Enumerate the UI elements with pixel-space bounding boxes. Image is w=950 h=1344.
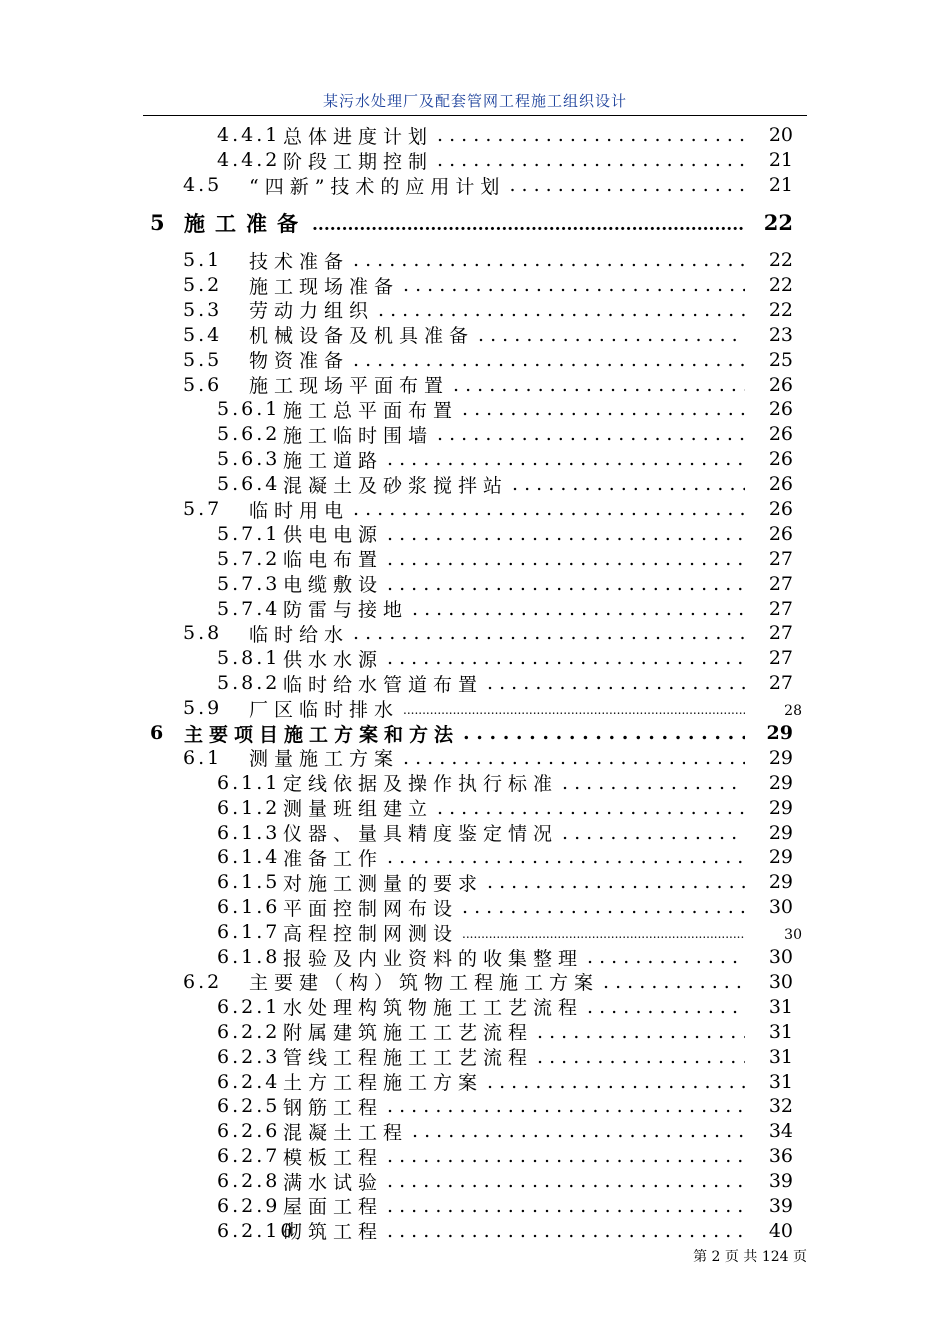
toc-entry-page: 29 [768, 821, 793, 844]
toc-dot-leader [387, 448, 745, 470]
toc-entry[interactable] [0, 248, 950, 273]
toc-entry-page: 22 [768, 298, 793, 321]
toc-dot-leader [462, 896, 745, 918]
toc-entry-title: 总体进度计划 [283, 125, 434, 148]
toc-entry-page: 22 [763, 210, 793, 236]
toc-entry[interactable] [0, 273, 950, 298]
toc-entry-title: 技术准备 [249, 250, 350, 273]
toc-entry-page: 27 [768, 647, 793, 670]
toc-entry-title: 主要项目施工方案和方法 [184, 723, 460, 746]
toc-dot-leader [487, 871, 745, 893]
toc-dot-leader [487, 672, 745, 694]
toc-entry-title: “四新”技术的应用计划 [249, 175, 506, 198]
page-header: 某污水处理厂及配套管网工程施工组织设计 [322, 92, 627, 110]
toc-entry[interactable] [0, 521, 950, 546]
toc-entry[interactable] [0, 1119, 950, 1144]
toc-entry-page: 36 [768, 1145, 793, 1168]
toc-entry-title: 施工现场平面布置 [249, 375, 450, 398]
toc-dot-leader [403, 697, 745, 719]
toc-entry-number: 6.2.4 [217, 1070, 281, 1093]
toc-entry-title: 电缆敷设 [283, 574, 384, 597]
toc-entry-title: 机械设备及机具准备 [249, 325, 475, 348]
toc-dot-leader [387, 1095, 745, 1117]
toc-entry-number: 5.7 [183, 498, 223, 521]
toc-entry[interactable] [0, 1218, 950, 1243]
toc-dot-leader [387, 1170, 745, 1192]
toc-entry-title: 施工现场准备 [249, 275, 400, 298]
toc-dot-leader [378, 299, 745, 321]
toc-entry-number: 6.2.5 [217, 1095, 281, 1118]
toc-entry-page: 27 [768, 597, 793, 620]
toc-dot-leader [387, 523, 745, 545]
toc-entry-title: 测量班组建立 [283, 798, 434, 821]
toc-entry-title: 物资准备 [249, 350, 350, 373]
toc-entry-number: 6.1.3 [217, 821, 281, 844]
toc-entry-number: 4.4.1 [217, 124, 281, 147]
toc-dot-leader [353, 498, 745, 520]
toc-dot-leader [437, 423, 745, 445]
toc-entry-title: 测量施工方案 [249, 748, 400, 771]
toc-entry-page: 26 [768, 522, 793, 545]
toc-entry[interactable] [0, 123, 950, 148]
toc-entry-number: 6.2.10 [217, 1219, 296, 1242]
toc-entry-page: 26 [768, 398, 793, 421]
toc-entry-number: 6.1.1 [217, 771, 281, 794]
toc-entry-title: 报验及内业资料的收集整理 [283, 947, 584, 970]
toc-dot-leader [387, 1145, 745, 1167]
toc-entry-page: 39 [768, 1170, 793, 1193]
toc-dot-leader [587, 996, 745, 1018]
toc-entry[interactable] [0, 1094, 950, 1119]
toc-entry-number: 5.6.2 [217, 423, 281, 446]
toc-entry[interactable] [0, 347, 950, 372]
toc-entry-number: 6.2.9 [217, 1194, 281, 1217]
toc-entry[interactable] [0, 920, 950, 945]
toc-entry[interactable] [0, 546, 950, 571]
toc-entry-title: 施工临时围墙 [283, 424, 434, 447]
toc-entry-title: 劳动力组织 [249, 300, 375, 323]
toc-entry-number: 6.1.4 [217, 846, 281, 869]
toc-entry-page: 26 [768, 498, 793, 521]
toc-entry-number: 5.7.3 [217, 572, 281, 595]
toc-dot-leader [437, 149, 745, 171]
toc-entry-title: 平面控制网布设 [283, 897, 459, 920]
toc-entry-number: 6.2.7 [217, 1145, 281, 1168]
toc-entry-number: 5.7.1 [217, 522, 281, 545]
toc-entry-number: 5.5 [183, 348, 223, 371]
toc-entry-page: 29 [768, 771, 793, 794]
toc-entry[interactable] [0, 198, 950, 248]
toc-dot-leader [509, 174, 745, 196]
toc-entry-number: 4.4.2 [217, 149, 281, 172]
toc-entry[interactable] [0, 870, 950, 895]
toc-entry-title: 高程控制网测设 [283, 922, 459, 945]
toc-dot-leader [387, 573, 745, 595]
toc-entry[interactable] [0, 1144, 950, 1169]
toc-entry-page: 29 [768, 871, 793, 894]
toc-dot-leader [412, 598, 745, 620]
toc-entry-page: 26 [768, 448, 793, 471]
toc-entry-page: 32 [768, 1095, 793, 1118]
toc-entry-number: 6.2.6 [217, 1120, 281, 1143]
toc-entry-title: 厂区临时排水 [249, 698, 400, 721]
toc-entry[interactable] [0, 596, 950, 621]
toc-entry-title: 临电布置 [283, 549, 384, 572]
toc-entry-title: 供水水源 [283, 648, 384, 671]
toc-entry-number: 6.1.5 [217, 871, 281, 894]
toc-entry-number: 6.2.2 [217, 1020, 281, 1043]
toc-entry-page: 30 [768, 970, 793, 993]
toc-entry-page: 31 [768, 1070, 793, 1093]
toc-entry[interactable] [0, 497, 950, 522]
toc-dot-leader [353, 349, 745, 371]
toc-entry-number: 5.3 [183, 298, 223, 321]
toc-entry-number: 5.6.4 [217, 473, 281, 496]
toc-entry[interactable] [0, 297, 950, 322]
toc-dot-leader [537, 1021, 745, 1043]
toc-entry-title: 临时给水管道布置 [283, 673, 484, 696]
toc-entry[interactable] [0, 671, 950, 696]
toc-entry-page: 28 [784, 702, 802, 719]
toc-entry[interactable] [0, 770, 950, 795]
toc-entry[interactable] [0, 621, 950, 646]
toc-entry[interactable] [0, 721, 950, 746]
toc-entry-title: 临时给水 [249, 623, 350, 646]
toc-entry-title: 防雷与接地 [283, 599, 409, 622]
toc-entry-title: 施工总平面布置 [283, 399, 459, 422]
toc-entry[interactable] [0, 1044, 950, 1069]
toc-entry-page: 22 [768, 274, 793, 296]
toc-entry-page: 26 [768, 373, 793, 396]
toc-entry-page: 26 [768, 473, 793, 496]
toc-dot-leader [603, 971, 745, 993]
toc-entry-page: 39 [768, 1194, 793, 1217]
toc-dot-leader [387, 548, 745, 570]
toc-dot-leader [412, 1120, 745, 1142]
toc-entry[interactable] [0, 820, 950, 845]
toc-dot-leader [463, 722, 745, 744]
toc-dot-leader [587, 946, 745, 968]
toc-entry-title: 砌筑工程 [283, 1221, 384, 1244]
toc-entry-page: 29 [768, 746, 793, 769]
toc-entry-page: 27 [768, 547, 793, 570]
toc-entry-page: 29 [766, 722, 793, 745]
toc-entry[interactable] [0, 472, 950, 497]
toc-entry[interactable] [0, 646, 950, 671]
toc-entry-page: 30 [768, 946, 793, 969]
table-of-contents [0, 123, 950, 1243]
toc-dot-leader [403, 747, 745, 769]
toc-entry-title: 屋面工程 [283, 1196, 384, 1219]
toc-dot-leader [387, 647, 745, 669]
toc-entry[interactable] [0, 895, 950, 920]
toc-entry-title: 主要建（构）筑物工程施工方案 [249, 972, 600, 995]
toc-entry-title: 管线工程施工工艺流程 [283, 1047, 534, 1070]
toc-dot-leader [353, 622, 745, 644]
toc-entry-number: 6.2.8 [217, 1170, 281, 1193]
toc-entry-number: 5.2 [183, 274, 223, 296]
toc-entry-page: 27 [768, 572, 793, 595]
toc-entry-number: 5.8.2 [217, 672, 281, 695]
toc-entry-title: 仪器、量具精度鉴定情况 [283, 823, 559, 846]
toc-entry-page: 31 [768, 1045, 793, 1068]
page-footer: 第 2 页 共 124 页 [693, 1249, 807, 1265]
toc-entry[interactable] [0, 148, 950, 173]
toc-dot-leader [387, 1195, 745, 1217]
toc-entry-page: 21 [768, 149, 793, 172]
toc-entry[interactable] [0, 696, 950, 721]
toc-entry-title: 定线依据及操作执行标准 [283, 773, 559, 796]
toc-dot-leader [462, 921, 745, 943]
toc-entry-page: 21 [768, 174, 793, 197]
toc-entry-title: 对施工测量的要求 [283, 872, 484, 895]
toc-dot-leader [562, 822, 745, 844]
toc-entry-page: 20 [768, 124, 793, 147]
toc-dot-leader [462, 398, 745, 420]
toc-entry[interactable] [0, 397, 950, 422]
toc-entry-number: 6.2.1 [217, 995, 281, 1018]
toc-entry[interactable] [0, 422, 950, 447]
toc-entry-title: 土方工程施工方案 [283, 1072, 484, 1095]
toc-entry[interactable] [0, 571, 950, 596]
toc-dot-leader [403, 274, 745, 296]
toc-entry-number: 5.9 [183, 697, 223, 720]
toc-entry[interactable] [0, 447, 950, 472]
toc-entry-title: 混凝土及砂浆搅拌站 [283, 474, 509, 497]
toc-entry-number: 5.6.1 [217, 398, 281, 421]
toc-entry-number: 6.1.2 [217, 796, 281, 819]
toc-entry-number: 5.4 [183, 323, 223, 346]
toc-dot-leader [453, 374, 745, 396]
toc-entry-page: 23 [768, 323, 793, 346]
toc-entry-title: 水处理构筑物施工工艺流程 [283, 997, 584, 1020]
toc-entry-page: 22 [768, 249, 793, 272]
toc-entry[interactable] [0, 945, 950, 970]
toc-entry[interactable] [0, 1194, 950, 1219]
toc-dot-leader [437, 797, 745, 819]
toc-entry-page: 27 [768, 622, 793, 645]
toc-entry-number: 5.8.1 [217, 647, 281, 670]
toc-entry[interactable] [0, 845, 950, 870]
header-divider [143, 115, 807, 116]
toc-entry[interactable] [0, 322, 950, 347]
toc-entry-title: 阶段工期控制 [283, 150, 434, 173]
toc-entry[interactable] [0, 372, 950, 397]
toc-entry-title: 准备工作 [283, 848, 384, 870]
toc-entry-number: 6.1.7 [217, 921, 281, 944]
toc-entry[interactable] [0, 1069, 950, 1094]
toc-entry-page: 30 [768, 896, 793, 919]
toc-entry-number: 5.7.4 [217, 597, 281, 620]
toc-entry-number: 6 [150, 722, 167, 745]
toc-entry-number: 5.8 [183, 622, 223, 645]
toc-dot-leader [487, 1071, 745, 1093]
toc-dot-leader [387, 846, 745, 868]
toc-entry-page: 27 [768, 672, 793, 695]
toc-entry-title: 临时用电 [249, 499, 350, 522]
toc-entry[interactable] [0, 994, 950, 1019]
toc-entry-number: 4.5 [183, 174, 223, 197]
toc-dot-leader [312, 210, 745, 235]
toc-entry-number: 6.1.8 [217, 946, 281, 969]
toc-entry-number: 6.2.3 [217, 1045, 281, 1068]
toc-entry-title: 施工准备 [184, 210, 308, 236]
toc-entry-page: 30 [784, 926, 802, 943]
toc-entry-page: 26 [768, 423, 793, 446]
toc-entry-page: 31 [768, 995, 793, 1018]
toc-entry[interactable] [0, 745, 950, 770]
toc-entry[interactable] [0, 173, 950, 198]
toc-entry-number: 6.2 [183, 970, 223, 993]
toc-entry-title: 模板工程 [283, 1146, 384, 1169]
toc-dot-leader [437, 124, 745, 146]
toc-dot-leader [537, 1046, 745, 1068]
toc-entry-page: 31 [768, 1020, 793, 1043]
toc-entry-page: 25 [768, 348, 793, 371]
toc-entry-number: 5 [150, 210, 168, 236]
toc-entry-title: 附属建筑施工工艺流程 [283, 1022, 534, 1045]
toc-entry-page: 29 [768, 796, 793, 819]
toc-entry-page: 34 [768, 1120, 793, 1143]
toc-entry[interactable] [0, 1019, 950, 1044]
toc-entry-title: 钢筋工程 [283, 1096, 384, 1119]
toc-entry-number: 5.6.3 [217, 448, 281, 471]
toc-dot-leader [387, 1220, 745, 1242]
toc-entry-number: 5.6 [183, 373, 223, 396]
toc-dot-leader [353, 249, 745, 271]
toc-entry-number: 6.1.6 [217, 896, 281, 919]
toc-entry-title: 满水试验 [283, 1171, 384, 1194]
toc-entry[interactable] [0, 1169, 950, 1194]
toc-dot-leader [562, 772, 745, 794]
toc-entry[interactable] [0, 970, 950, 995]
toc-entry-number: 6.1 [183, 746, 223, 769]
toc-entry-title: 供电电源 [283, 524, 384, 547]
toc-entry-number: 5.7.2 [217, 547, 281, 570]
toc-dot-leader [478, 324, 745, 346]
toc-dot-leader [512, 473, 745, 495]
toc-entry[interactable] [0, 795, 950, 820]
toc-entry-number: 5.1 [183, 249, 223, 272]
toc-entry-title: 施工道路 [283, 449, 384, 472]
toc-entry-page: 40 [768, 1219, 793, 1242]
toc-entry-page: 29 [768, 846, 793, 869]
toc-entry-title: 混凝土工程 [283, 1121, 409, 1144]
